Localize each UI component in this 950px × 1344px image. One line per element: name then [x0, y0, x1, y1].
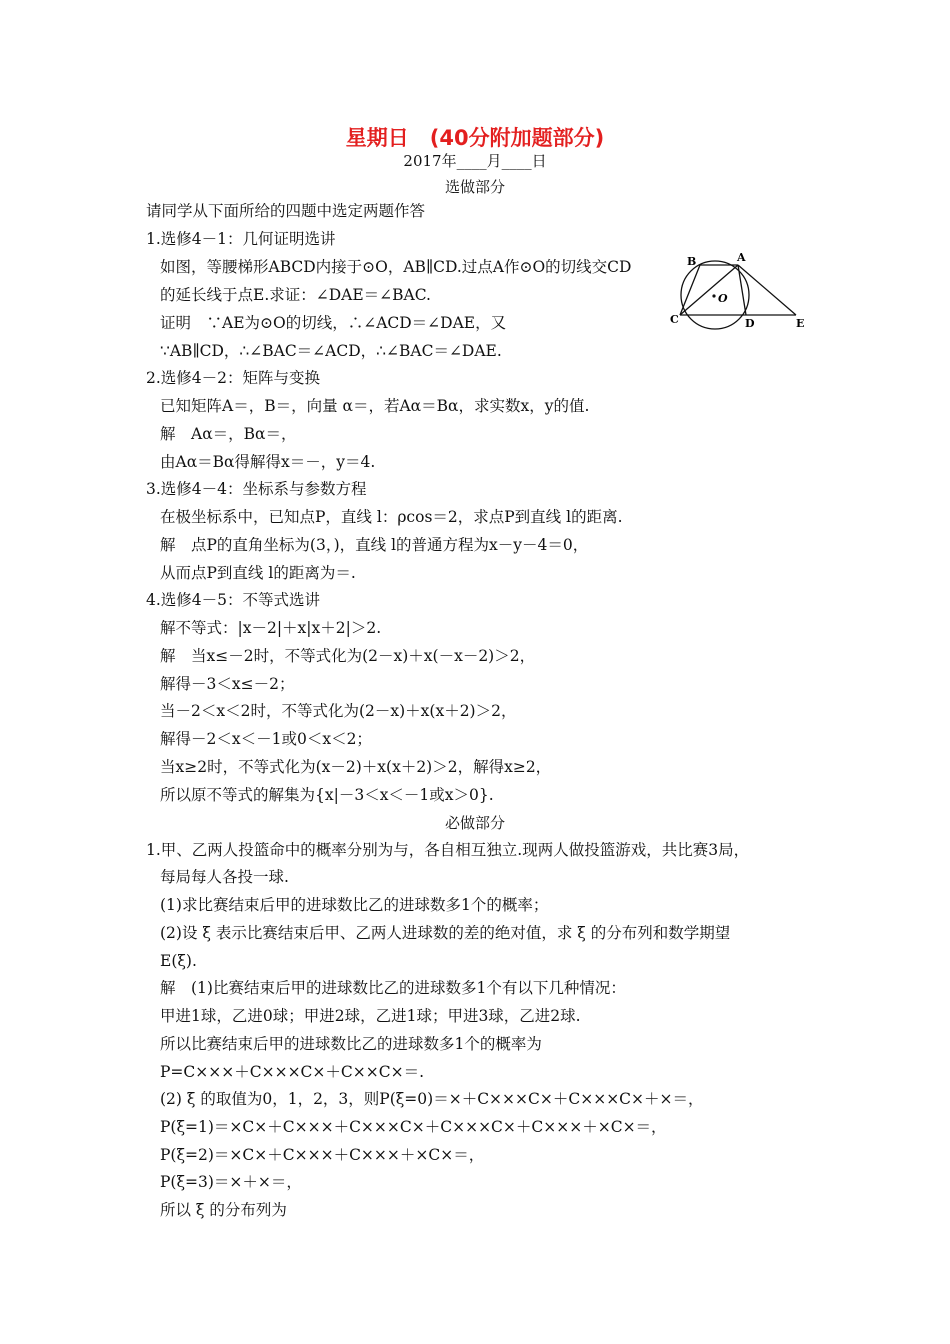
problem-4-solution: 解得－2＜x＜－1或0＜x＜2； [160, 730, 372, 748]
problem-1-heading: 1.选修4－1：几何证明选讲 [146, 230, 336, 248]
required-solution: (2) ξ 的取值为0，1，2，3，则P(ξ=0)＝×＋C×××C×＋C×××C×＋×＝， [160, 1090, 704, 1108]
required-question-2: E(ξ). [160, 952, 197, 970]
required-solution: P(ξ=3)＝×＋×＝， [160, 1173, 302, 1191]
section-optional-heading: 选做部分 [444, 178, 505, 196]
label-o: O [718, 292, 728, 305]
problem-2-text: 已知矩阵A＝，B＝，向量 α＝，若Aα＝Bα，求实数x，y的值. [160, 397, 590, 415]
problem-4-text: 解不等式：|x－2|＋x|x＋2|＞2. [160, 619, 382, 637]
required-solution: 甲进1球，乙进0球；甲进2球，乙进1球；甲进3球，乙进2球. [160, 1007, 581, 1025]
center-point [712, 294, 715, 297]
label-d: D [745, 317, 755, 330]
label-e: E [796, 317, 805, 330]
problem-4-solution: 所以原不等式的解集为{x|－3＜x＜－1或x＞0}. [160, 786, 494, 804]
problem-3-solution: 解 点P的直角坐标为(3，)，直线 l的普通方程为x－y－4＝0， [160, 536, 589, 554]
problem-3-solution: 从而点P到直线 l的距离为＝. [160, 564, 356, 582]
required-solution: P=C×××＋C×××C×＋C××C×＝. [160, 1063, 425, 1081]
problem-1-proof: ∵AB∥CD，∴∠BAC＝∠ACD，∴∠BAC＝∠DAE. [160, 342, 502, 360]
required-problem-text: 每局每人各投一球. [160, 868, 289, 886]
required-solution: 所以比赛结束后甲的进球数比乙的进球数多1个的概率为 [160, 1035, 542, 1053]
problem-4-solution: 解得－3＜x≤－2； [160, 675, 295, 693]
problem-3-heading: 3.选修4－4：坐标系与参数方程 [146, 480, 367, 498]
required-solution: 所以 ξ 的分布列为 [160, 1201, 287, 1219]
instruction-text: 请同学从下面所给的四题中选定两题作答 [146, 202, 426, 220]
problem-4-solution: 当－2＜x＜2时，不等式化为(2－x)＋x(x＋2)＞2， [160, 702, 517, 720]
required-solution: P(ξ=2)＝×C×＋C×××＋C×××＋×C×＝， [160, 1146, 485, 1164]
required-solution: 解 (1)比赛结束后甲的进球数比乙的进球数多1个有以下几种情况： [160, 979, 626, 997]
date-line: 2017年____月____日 [403, 152, 547, 170]
problem-4-solution: 当x≥2时，不等式化为(x－2)＋x(x＋2)＞2，解得x≥2， [160, 758, 552, 776]
label-a: A [737, 251, 746, 264]
label-b: B [687, 255, 697, 268]
problem-2-solution: 由Aα＝Bα得解得x＝－，y＝4. [160, 453, 376, 471]
label-c: C [670, 313, 679, 326]
problem-4-heading: 4.选修4－5：不等式选讲 [146, 591, 321, 609]
required-problem-text: 1.甲、乙两人投篮命中的概率分别为与，各自相互独立.现两人做投篮游戏，共比赛3局， [146, 841, 750, 859]
problem-2-heading: 2.选修4－2：矩阵与变换 [146, 369, 321, 387]
required-question-2: (2)设 ξ 表示比赛结束后甲、乙两人进球数的差的绝对值，求 ξ 的分布列和数学期望 [160, 924, 731, 942]
required-solution: P(ξ=1)＝×C×＋C×××＋C×××C×＋C×××C×＋C×××＋×C×＝， [160, 1118, 667, 1136]
required-question-1: (1)求比赛结束后甲的进球数比乙的进球数多1个的概率； [160, 896, 549, 914]
section-required-heading: 必做部分 [444, 814, 505, 832]
geometry-figure [668, 250, 813, 335]
problem-1-text: 如图，等腰梯形ABCD内接于⊙O，AB∥CD.过点A作⊙O的切线交CD [160, 258, 632, 276]
problem-3-text: 在极坐标系中，已知点P，直线 l：ρcos＝2，求点P到直线 l的距离. [160, 508, 623, 526]
problem-4-solution: 解 当x≤－2时，不等式化为(2－x)＋x(－x－2)＞2， [160, 647, 536, 665]
problem-1-text: 的延长线于点E.求证：∠DAE＝∠BAC. [160, 286, 431, 304]
segment-ad [738, 265, 746, 315]
page-title: 星期日 (40分附加题部分) [345, 126, 605, 150]
problem-2-solution: 解 Aα＝，Bα＝， [160, 425, 297, 443]
problem-1-proof: 证明 ∵AE为⊙O的切线，∴∠ACD＝∠DAE，又 [160, 314, 507, 332]
